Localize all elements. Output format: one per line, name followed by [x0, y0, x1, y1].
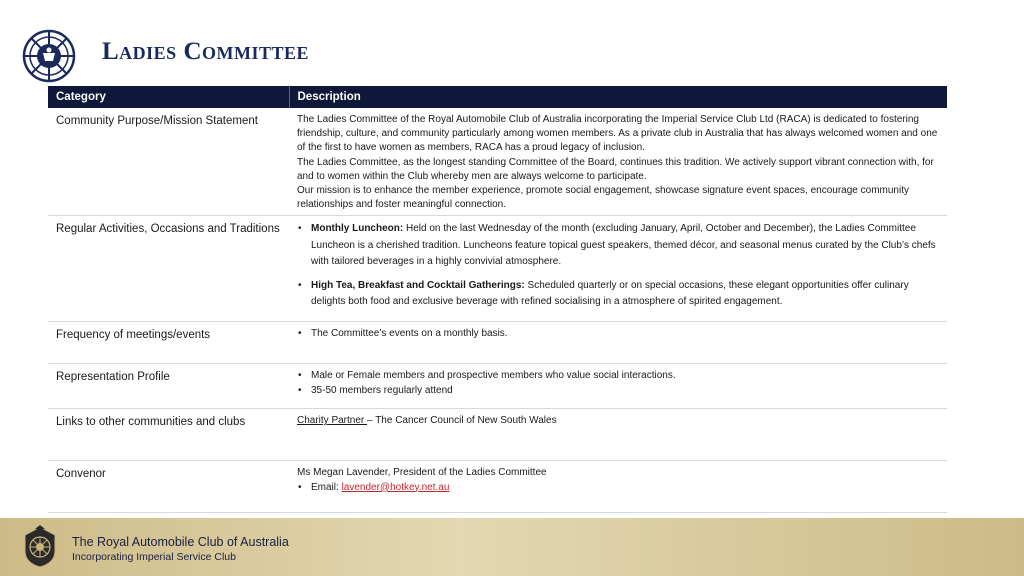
table-row — [48, 108, 947, 216]
list-item: • The Committee’s events on a monthly basis. — [297, 327, 939, 341]
row-category: Frequency of meetings/events — [48, 322, 289, 364]
charity-partner-link[interactable]: Charity Partner — [297, 415, 368, 427]
list-item — [297, 221, 939, 270]
list-item — [297, 278, 939, 310]
table-row — [48, 409, 947, 461]
list-item: • Male or Female members and prospective members who value social interactions. — [297, 369, 939, 383]
row-description — [289, 364, 947, 409]
convenor-name: Ms Megan Lavender, President of the Ladies Committee — [297, 467, 547, 479]
row-description — [289, 108, 947, 216]
table-row — [48, 461, 947, 513]
paragraph: The Ladies Committee, as the longest standing Committee of the Board, continues this tradition. We actively support vibrant connection with, for and to women within the Club whereby men are always welcome to participate. — [297, 156, 934, 182]
row-description — [289, 409, 947, 461]
row-description — [289, 322, 947, 364]
column-header-category: Category — [48, 86, 289, 108]
row-category: Regular Activities, Occasions and Traditions — [48, 216, 289, 322]
footer-club-subtitle: Incorporating Imperial Service Club — [72, 551, 236, 563]
activity-list — [297, 221, 939, 310]
list-item: • 35-50 members regularly attend — [297, 384, 939, 398]
email-link[interactable]: lavender@hotkey.net.au — [341, 481, 450, 493]
item-title: Monthly Luncheon: — [311, 223, 404, 235]
table-row — [48, 364, 947, 409]
row-description — [289, 461, 947, 513]
table-row — [48, 216, 947, 322]
row-category: Convenor — [48, 461, 289, 513]
footer-bar — [0, 518, 1024, 576]
item-text: Scheduled quarterly or on special occasions, these elegant opportunities offer culinary delights both food and exclusive beverage with refined socialising in a atmosphere of spirited engagement. — [311, 280, 909, 308]
paragraph: Our mission is to enhance the member experience, promote social engagement, showcase signature event spaces, encourage community relationships and foster meaningful connection. — [297, 185, 909, 211]
list-item — [297, 481, 939, 495]
frequency-list — [297, 327, 939, 341]
charity-partner-text: – The Cancer Council of New South Wales — [367, 415, 557, 427]
committee-table — [48, 86, 947, 513]
club-crest-wheel-icon — [22, 29, 76, 83]
table-row — [48, 322, 947, 364]
club-crest-badge-icon — [21, 525, 59, 569]
row-category: Representation Profile — [48, 364, 289, 409]
item-title: High Tea, Breakfast and Cocktail Gatherings: — [311, 280, 525, 292]
page-title: Ladies Committee — [102, 38, 310, 65]
item-text: Held on the last Wednesday of the month (excluding January, April, October and December), the Ladies Committee Luncheon is a cherished tradition. Luncheons feature topical guest speakers, themed décor, and seasonal menus curated by the Club’s chefs with tailored beverages in a highly convivial atmosphere. — [311, 223, 936, 267]
column-header-description: Description — [289, 86, 947, 108]
profile-list — [297, 369, 939, 397]
row-category: Community Purpose/Mission Statement — [48, 108, 289, 216]
row-category: Links to other communities and clubs — [48, 409, 289, 461]
paragraph: The Ladies Committee of the Royal Automobile Club of Australia incorporating the Imperial Service Club Ltd (RACA) is dedicated to fostering friendship, culture, and community particularly among women members. As a private club in Australia that has always welcomed women and one of the first to have women as members, RACA has a proud legacy of inclusion. — [297, 114, 938, 154]
footer-club-name: The Royal Automobile Club of Australia — [72, 535, 289, 549]
email-label: Email: — [311, 481, 342, 493]
contact-list — [297, 481, 939, 495]
row-description — [289, 216, 947, 322]
table-header-row — [48, 86, 947, 108]
